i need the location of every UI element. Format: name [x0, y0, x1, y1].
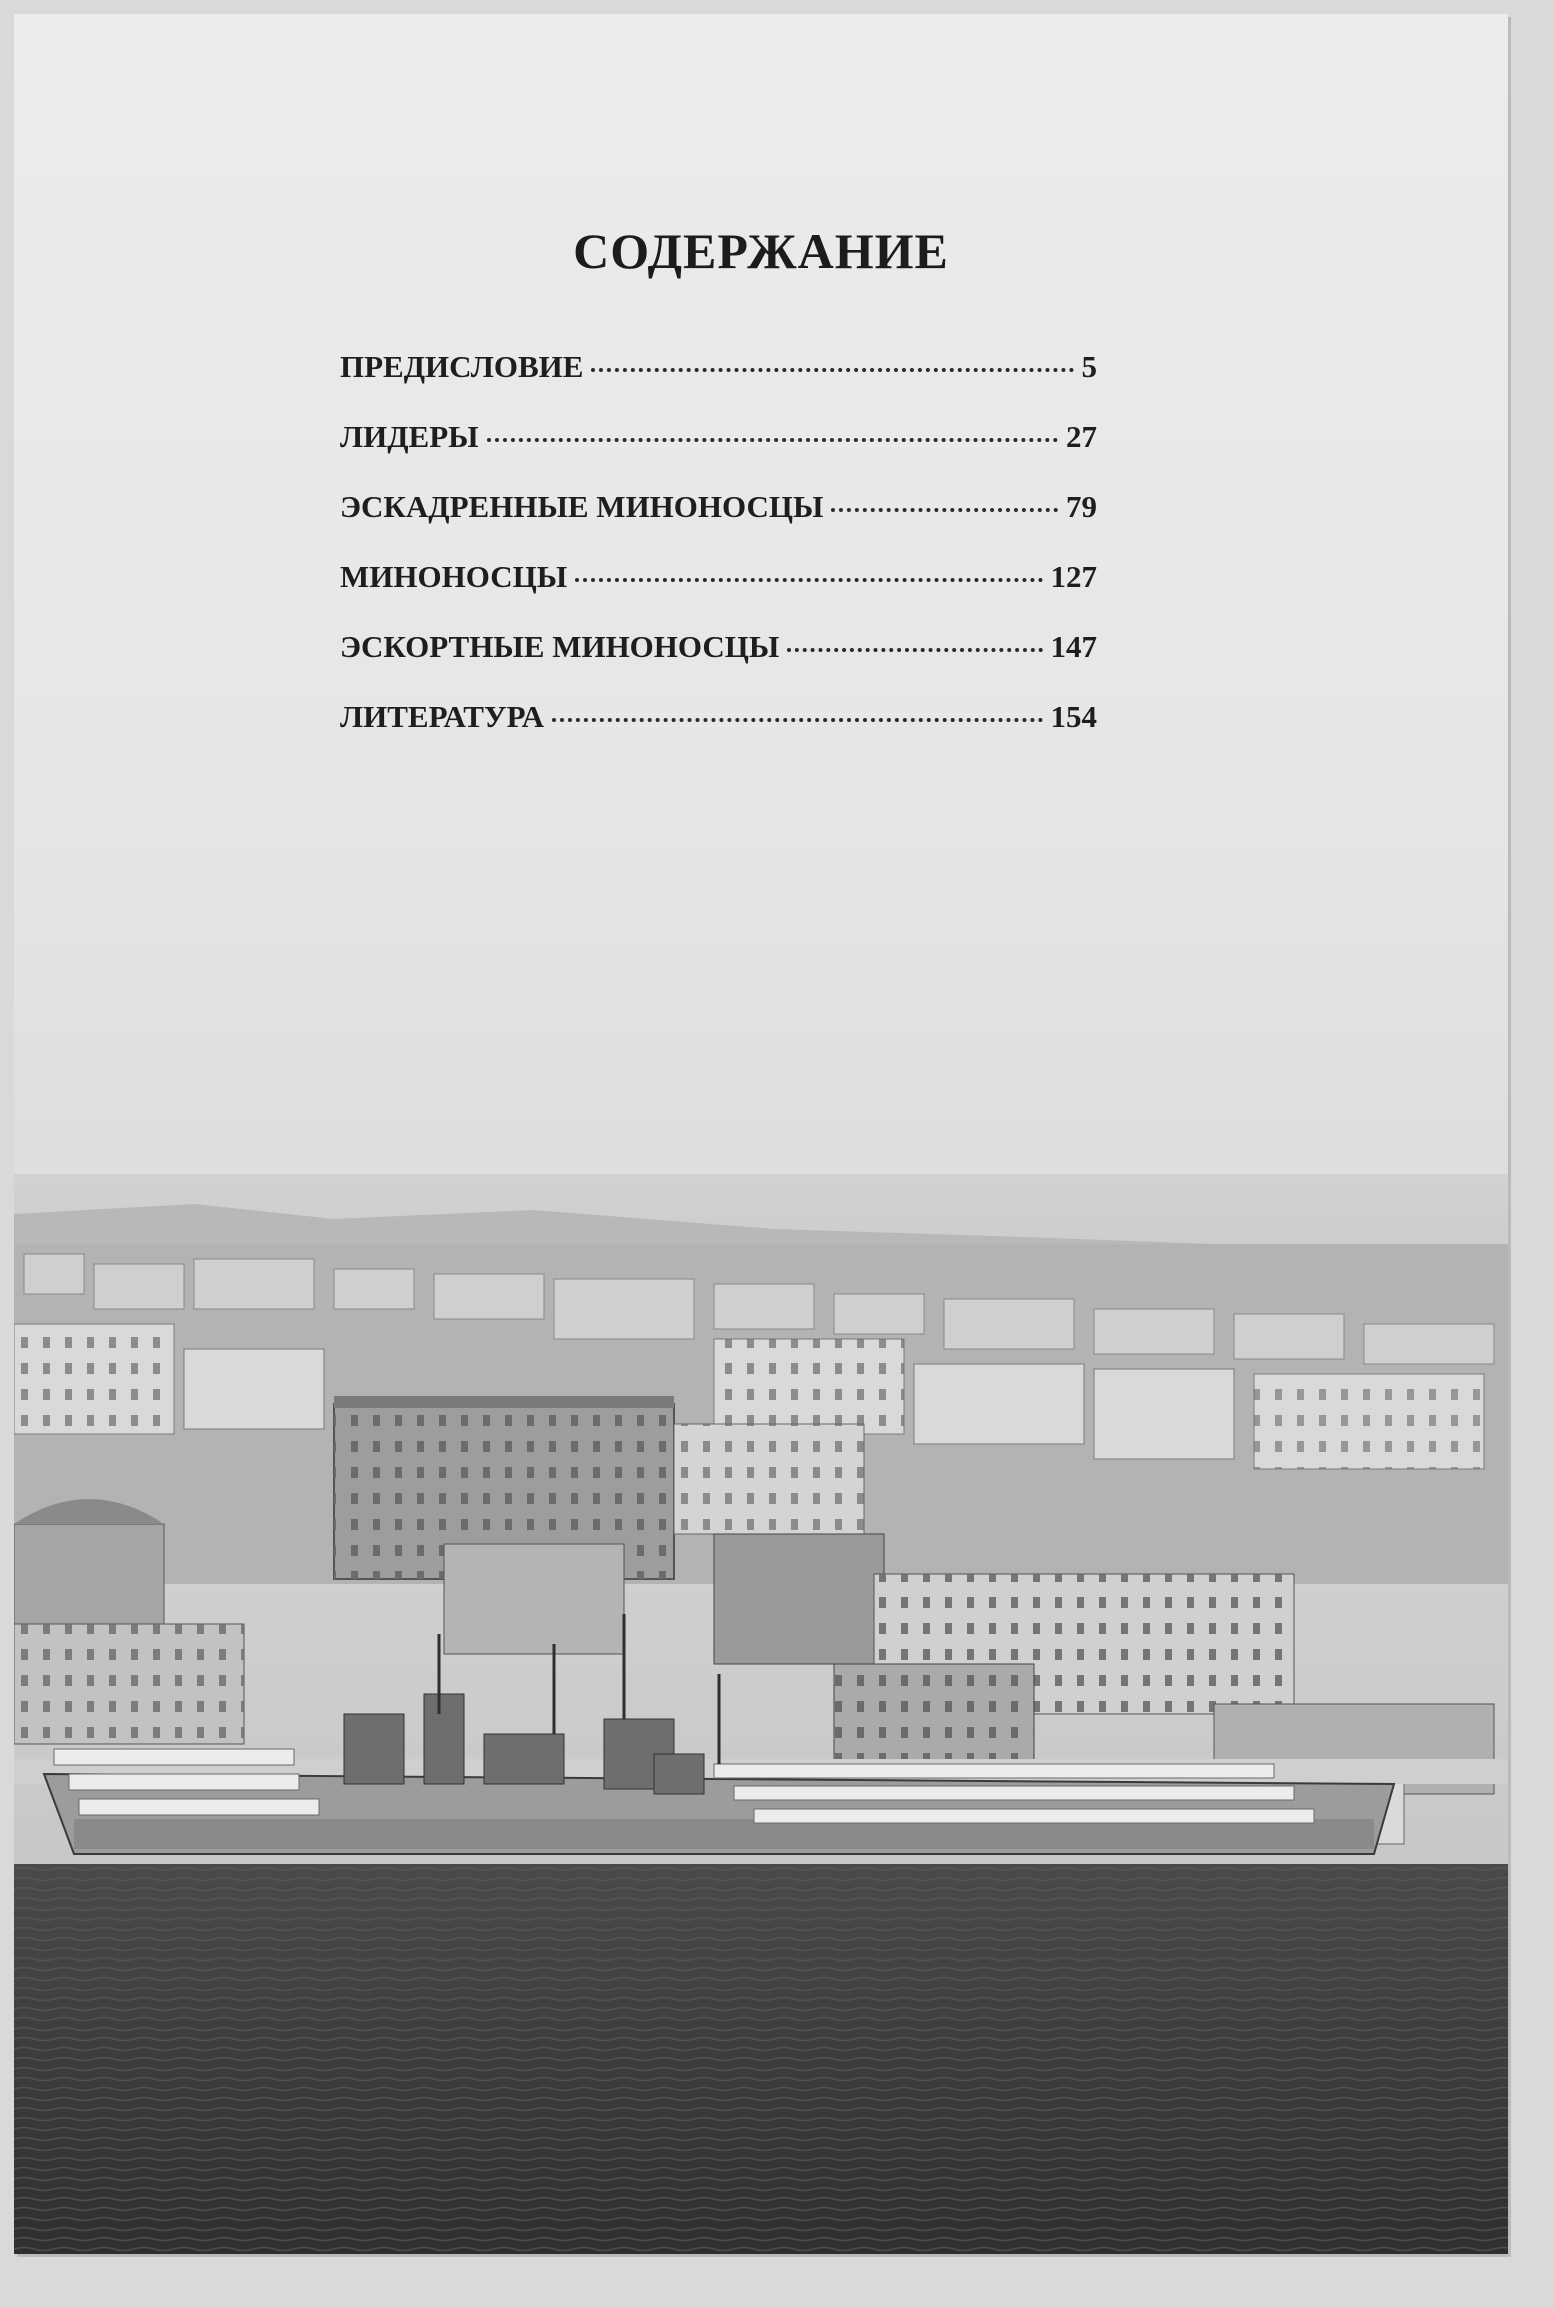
toc-entry-page: 27	[1066, 419, 1097, 454]
harbor-photo-illustration	[14, 1174, 1508, 2254]
toc-entry-page: 79	[1066, 489, 1097, 524]
toc-entry-label: МИНОНОСЦЫ	[340, 559, 568, 594]
toc-entry-page: 5	[1081, 349, 1097, 384]
harbor-photograph	[14, 1174, 1508, 2254]
toc-entry[interactable]	[340, 699, 1097, 769]
toc-entry-page: 147	[1050, 629, 1097, 664]
toc-entry[interactable]	[340, 559, 1097, 629]
toc-entry-page: 154	[1050, 699, 1097, 734]
toc-leader-dots	[575, 578, 1042, 582]
toc-leader-dots	[831, 508, 1058, 512]
toc-entry[interactable]	[340, 489, 1097, 559]
toc-entry[interactable]	[340, 629, 1097, 699]
toc-leader-dots	[787, 648, 1042, 652]
toc-entry[interactable]	[340, 419, 1097, 489]
page-title: СОДЕРЖАНИЕ	[573, 223, 949, 279]
toc-entry-label: ПРЕДИСЛОВИЕ	[340, 349, 584, 384]
toc-entry[interactable]	[340, 349, 1097, 419]
toc-entry-label: ЭСКАДРЕННЫЕ МИНОНОСЦЫ	[340, 489, 824, 524]
toc-entry-label: ЛИТЕРАТУРА	[340, 699, 544, 734]
toc-entry-page: 127	[1050, 559, 1097, 594]
toc-leader-dots	[552, 718, 1043, 722]
toc-entry-label: ЭСКОРТНЫЕ МИНОНОСЦЫ	[340, 629, 780, 664]
toc-leader-dots	[591, 368, 1073, 372]
book-page	[14, 14, 1508, 2254]
toc-entry-label: ЛИДЕРЫ	[340, 419, 479, 454]
toc-leader-dots	[487, 438, 1058, 442]
table-of-contents	[340, 349, 1097, 769]
